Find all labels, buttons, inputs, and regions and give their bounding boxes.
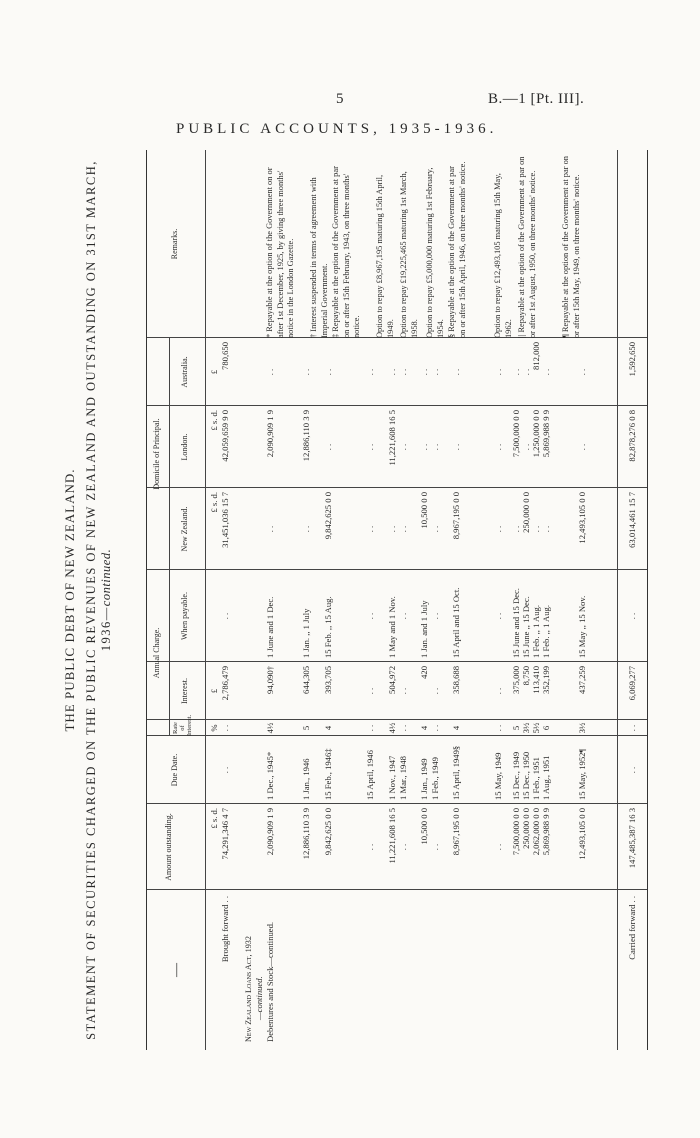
remark: ‡ Repayable at the option of the Government at par on or after 15th February, 1943, on three months' notice. <box>331 166 362 338</box>
act-heading-cont: —continued. <box>254 976 264 1020</box>
unit-australia: £ <box>209 369 219 375</box>
header-remarks: Remarks. <box>170 228 179 260</box>
remark: Option to repay £5,000,000 maturing 1st February, 1954. <box>425 167 445 338</box>
unit-nz: £ s. d. <box>209 492 219 513</box>
header-london: London. <box>180 433 189 461</box>
statement-subtitle: STATEMENT OF SECURITIES CHARGED ON THE PUBLIC REVENUES OF NEW ZEALAND AND OUTSTANDING ON 31ST MARCH, 1936—continued. <box>84 160 113 1040</box>
header-domicile: Domicile of Principal. <box>152 418 161 490</box>
header-rate: Rate of Interest. <box>172 714 194 736</box>
header-annual-charge: Annual Charge. <box>152 627 161 679</box>
running-head: PUBLIC ACCOUNTS, 1935-1936. <box>176 121 498 137</box>
unit-interest: £ <box>209 688 219 694</box>
header-australia: Australia. <box>180 356 189 388</box>
unit-london: £ s. d. <box>209 410 219 431</box>
unit-rate: % <box>209 724 219 732</box>
header-when-payable: When payable. <box>180 592 189 640</box>
debt-statement <box>60 150 650 1050</box>
remark: * Repayable at the option of the Government on or after 1st December, 1925, by giving three months' notice in the London Gazette. <box>265 167 296 338</box>
statement-title: THE PUBLIC DEBT OF NEW ZEALAND. <box>62 468 77 732</box>
remark: ¶ Repayable at the option of the Government at par on or after 15th May, 1949, on three months' notice. <box>561 156 581 338</box>
remark: Option to repay £8,967,195 maturing 15th April, 1949. <box>375 174 395 338</box>
header-amount: Amount outstanding. <box>164 813 173 881</box>
act-heading: New Zealand Loans Act, 1932 <box>244 936 253 1042</box>
unit-amount: £ s. d. <box>209 808 219 829</box>
remark: § Repayable at the option of the Government at par on or after 15th April, 1946, on three months' notice. <box>447 161 467 338</box>
page-number: 5 <box>336 91 344 107</box>
header-due-date: Due Date. <box>170 753 179 787</box>
document-reference: B.—1 [Pt. III]. <box>488 91 585 107</box>
header-new-zealand: New Zealand. <box>180 506 189 552</box>
debt-table: — Amount outstanding. Due Date. Annual Charge. Rate of Interest. Interest. When payable. Domicile of Principal. New Zealand. London. Australia. Remarks. £ s. d. % £ £ s. d. £ s. d. £ Brought forward . . 74,291,346 4 7 . . . . 2,786,479 . . 31,451,036 15 7 42,059,659 9 0 780,650 New Zealand Loans Act, 1932 —continued. Debentures and Stock—continued. 2,090,909 1 9 1 Dec., 1945* 4½ 94,090† 1 June and 1 Dec. . . 2,090,909 1 9 . . 12,886,110 3 9 1 Jan., 1946 5 644,305 1 Jan. ,, 1 July . . 12,886,110 3 9 . . 9,842,625 0 0 15 Feb., 1946‡ 4 393,705 15 Feb. ,, 15 Aug. 9,842,625 0 0 . . . . . . 15 April, 1946 . . . . . . . . . . . . 11,221,608 16 5 1 Nov., 1947 4½ 504,972 1 May and 1 Nov. . . 11,221,608 16 5 . . . . 1 Mar., 1948 . . . . . . . . . . . . 10,500 0 0 1 Jan., 1949 4 420 1 Jan. and 1 July 10,500 0 0 . . . . . . 1 Feb., 1949 . . . . . . . . . . . . 8,967,195 0 0 15 April, 1949§ 4 358,688 15 April and 15 Oct. 8,967,195 0 0 . . . . . . 15 May, 1949 . . . . . . . . . . . . 7,500,000 0 0 15 Dec., 1949 5 375,000 15 June and 15 Dec. . . 7,500,000 0 0 . . 250,000 0 0 15 Dec., 1950 3½ 8,750 15 June ,, 15 Dec. 250,000 0 0 . . . . 2,062,000 0 0 1 Feb., 1951 5½ 113,410 1 Feb. ,, 1 Aug. . . 1,250,000 0 0 812,000 5,869,988 9 9 1 Aug., 1951 6 352,199 1 Feb. ,, 1 Aug. . . 5,869,988 9 9 . . 12,493,105 0 0 15 May, 1952¶ 3½ 437,259 15 May ,, 15 Nov. 12,493,105 0 0 . . . . Carried forward . . 147,485,387 16 3 . . . . 6,069,277 . . 63,014,461 15 7 82,878,276 0 8 1,592,650 * Repayable at the option of the Government on or after 1st December, 1925, by giving three months' notice in the London Gazette. † Interest suspended in terms of agreement with Imperial Government. ‡ Repayable at the option of the Government at par on or after 15th February, 1943, on three months' notice. Option to repay £8,967,195 maturing 15th April, 1949. Option to repay £19,225,465 maturing 1st March, 1958. Option to repay £5,000,000 maturing 1st February, 1954. § Repayable at the option of the Government at par on or after 15th April, 1946, on three months' notice. Option to repay £12,493,105 maturing 15th May, 1962. || Repayable at the option of the Government at par on or after 1st August, 1950, on three months' notice. ¶ Repayable at the option of the Government at par on or after 15th May, 1949, on three months' notice. <box>146 150 648 1050</box>
remark: || Repayable at the option of the Government at par on or after 1st August, 1950, on three months' notice. <box>517 156 537 338</box>
section-heading: Debentures and Stock—continued. <box>265 921 275 1042</box>
remark: Option to repay £19,225,465 maturing 1st March, 1958. <box>399 171 419 338</box>
header-description: — <box>169 963 184 977</box>
header-interest: Interest. <box>180 678 189 704</box>
remark: † Interest suspended in terms of agreement with Imperial Government. <box>309 177 329 338</box>
remark: Option to repay £12,493,105 maturing 15th May, 1962. <box>493 173 513 338</box>
